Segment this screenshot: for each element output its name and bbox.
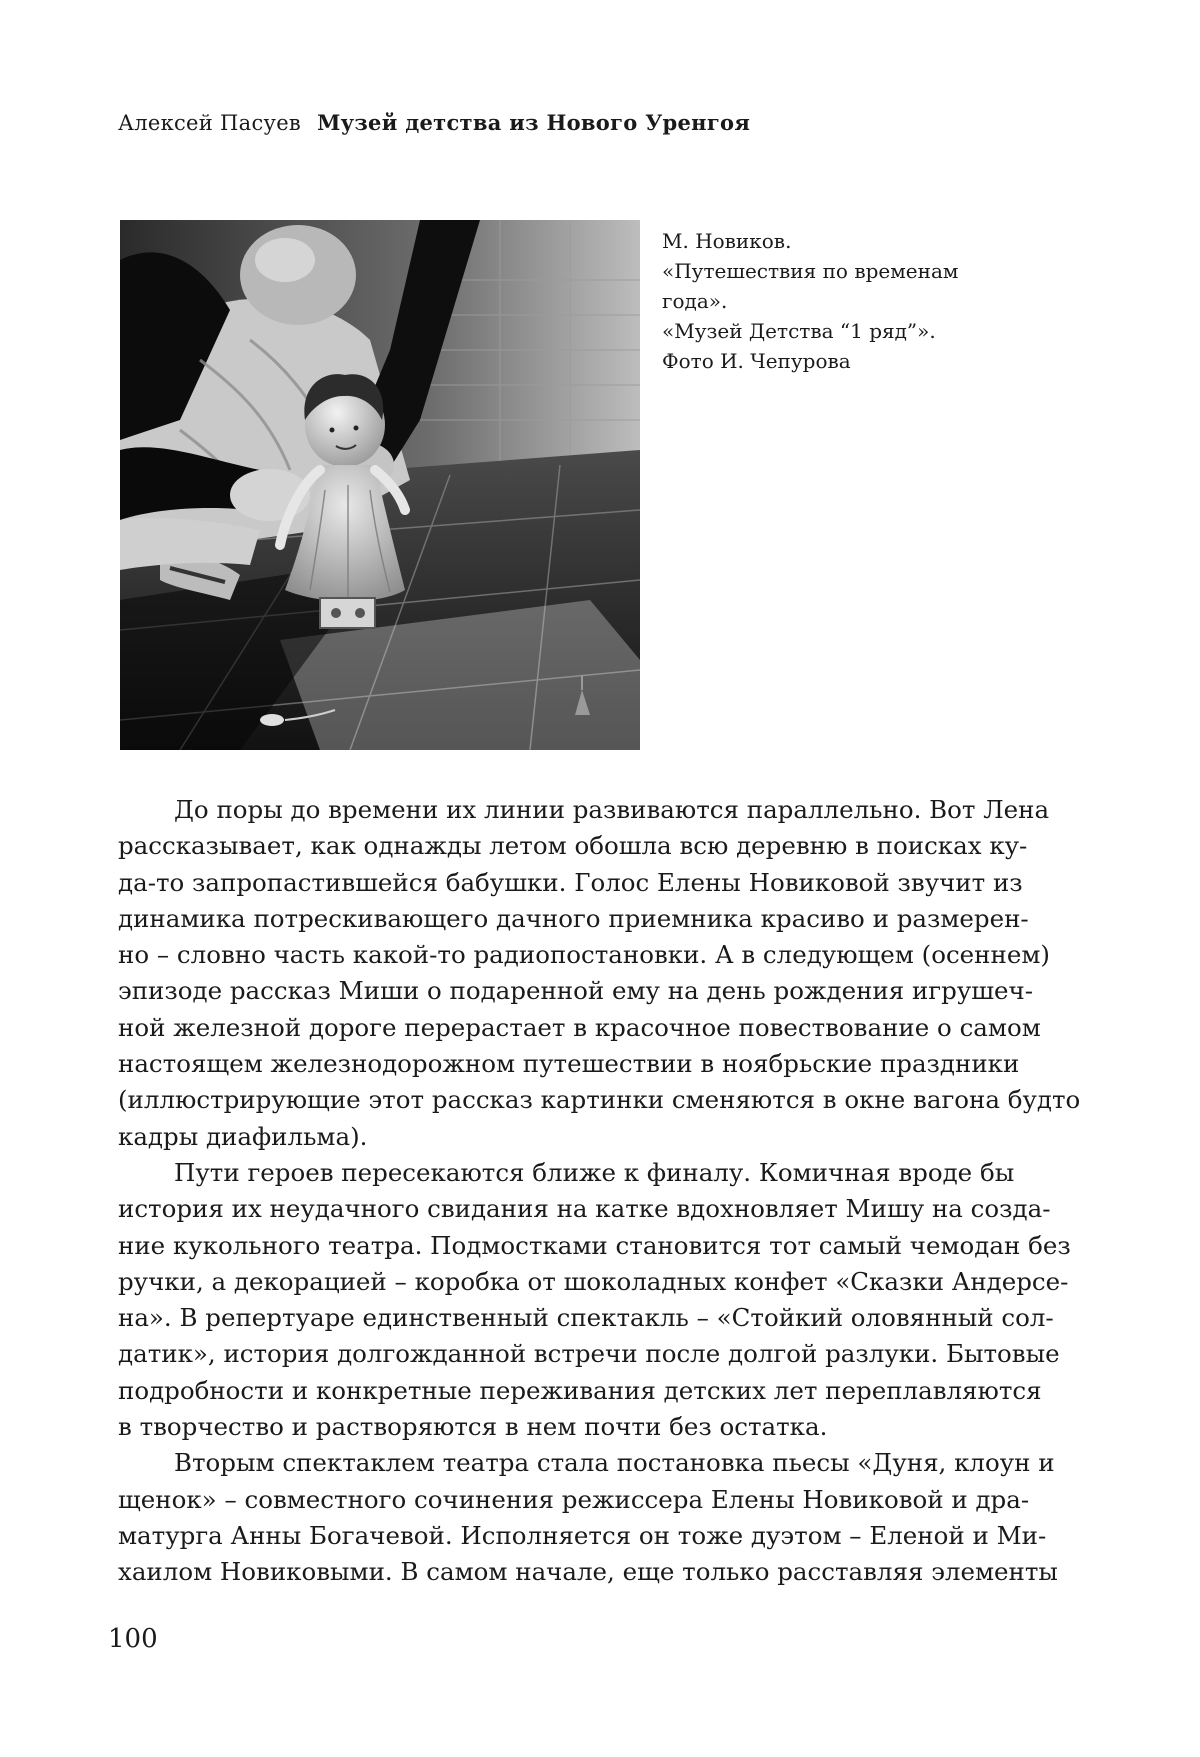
- caption-line: «Музей Детства “1 ряд”».: [662, 319, 936, 343]
- caption-line: М. Новиков.: [662, 229, 792, 253]
- running-head-title: Музей детства из Нового Уренгоя: [317, 110, 751, 135]
- body-line: кадры диафильма).: [118, 1121, 368, 1151]
- caption-line: «Путешествия по временам: [662, 259, 959, 283]
- body-line: история их неудачного свидания на катке вдохновляет Мишу на созда-: [118, 1194, 1051, 1224]
- body-line: щенок» – совместного сочинения режиссера Елены Новиковой и дра-: [118, 1484, 1030, 1514]
- body-line: эпизоде рассказ Миши о подаренной ему на день рождения игрушеч-: [118, 976, 1033, 1006]
- body-text: [118, 792, 1081, 1591]
- body-line: (иллюстрирующие этот рассказ картинки сменяются в окне вагона будто: [118, 1085, 1081, 1115]
- puppet-show-photo: [120, 220, 640, 750]
- caption-line: Фото И. Чепурова: [662, 349, 851, 373]
- body-line: но – словно часть какой-то радиопостановки. А в следующем (осеннем): [118, 940, 1050, 970]
- body-line: настоящем железнодорожном путешествии в ноябрьские праздники: [118, 1049, 1020, 1079]
- running-head-author: Алексей Пасуев: [118, 111, 302, 135]
- photo-caption: [662, 226, 992, 376]
- body-line: До поры до времени их линии развиваются параллельно. Вот Лена: [174, 795, 1050, 824]
- body-line: Пути героев пересекаются ближе к финалу. Комичная вроде бы: [174, 1157, 1015, 1187]
- body-line: матурга Анны Богачевой. Исполняется он тоже дуэтом – Еленой и Ми-: [118, 1520, 1047, 1550]
- caption-line: года».: [662, 289, 728, 313]
- body-line: в творчество и растворяются в нем почти без остатка.: [118, 1412, 828, 1442]
- body-line: динамика потрескивающего дачного приемника красиво и размерен-: [118, 903, 1029, 933]
- body-line: на». В репертуаре единственный спектакль – «Стойкий оловянный сол-: [118, 1303, 1054, 1333]
- body-line: ние кукольного театра. Подмостками становится тот самый чемодан без: [118, 1230, 1071, 1260]
- body-line: ручки, а декорацией – коробка от шоколадных конфет «Сказки Андерсе-: [118, 1266, 1069, 1296]
- body-line: ной железной дороге перерастает в красочное повествование о самом: [118, 1012, 1041, 1042]
- body-line: хаилом Новиковыми. В самом начале, еще только расставляя элементы: [118, 1557, 1058, 1587]
- body-line: рассказывает, как однажды летом обошла всю деревню в поисках ку-: [118, 831, 1028, 861]
- running-head: [118, 110, 750, 135]
- body-line: датик», история долгожданной встречи после долгой разлуки. Бытовые: [118, 1339, 1060, 1369]
- page-number: 100: [108, 1624, 158, 1654]
- body-line: да-то запропастившейся бабушки. Голос Елены Новиковой звучит из: [118, 867, 1023, 897]
- body-line: Вторым спектаклем театра стала постановка пьесы «Дуня, клоун и: [174, 1448, 1055, 1478]
- body-line: подробности и конкретные переживания детских лет переплавляются: [118, 1375, 1042, 1405]
